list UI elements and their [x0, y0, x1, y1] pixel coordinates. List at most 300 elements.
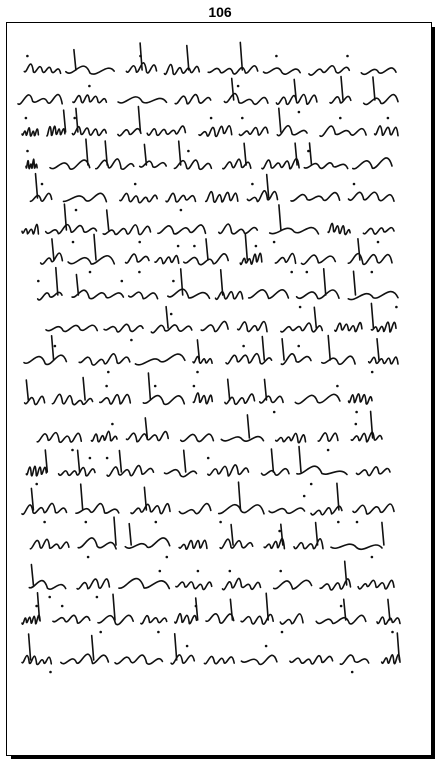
handwritten-word [335, 323, 362, 332]
handwritten-word [141, 616, 167, 624]
handwritten-word [147, 126, 185, 135]
handwritten-dot [278, 530, 281, 533]
handwritten-line [22, 107, 398, 137]
handwritten-dot [241, 117, 244, 120]
frame-shadow-bottom [11, 756, 435, 759]
handwritten-stroke [221, 270, 223, 295]
handwritten-stroke [206, 239, 208, 260]
handwritten-dot [72, 241, 75, 244]
handwritten-stroke [247, 415, 249, 438]
handwritten-word [30, 539, 69, 549]
handwritten-word [68, 256, 114, 264]
handwritten-stroke [29, 634, 31, 660]
handwritten-line [37, 268, 398, 309]
handwritten-line [18, 77, 398, 114]
handwritten-word [193, 357, 212, 364]
handwritten-line [22, 482, 394, 523]
handwritten-word [155, 256, 179, 264]
handwritten-stroke [354, 271, 356, 295]
handwritten-dot [273, 241, 276, 244]
handwritten-word [78, 538, 116, 549]
handwritten-word [328, 223, 350, 234]
handwritten-word [351, 432, 382, 442]
handwritten-word [158, 225, 206, 234]
handwritten-dot [121, 280, 124, 283]
handwritten-word [239, 127, 268, 135]
handwritten-dot [88, 85, 91, 88]
handwritten-stroke [166, 307, 168, 328]
handwritten-dot [251, 183, 254, 186]
handwritten-word [125, 538, 169, 548]
handwritten-word [363, 228, 394, 234]
handwritten-dot [159, 570, 162, 573]
handwritten-word [201, 321, 228, 331]
handwritten-word [22, 224, 38, 234]
handwritten-stroke [144, 487, 146, 510]
handwritten-word [280, 614, 303, 624]
handwritten-dot [99, 631, 102, 634]
handwritten-stroke [76, 275, 78, 296]
handwritten-line [41, 234, 392, 273]
handwritten-word [276, 433, 306, 442]
handwritten-dot [96, 596, 99, 599]
handwritten-word [91, 431, 117, 442]
handwritten-word [135, 354, 185, 365]
handwritten-word [311, 506, 342, 515]
handwritten-stroke [78, 450, 80, 472]
handwritten-dot [106, 457, 109, 460]
handwritten-dot [395, 306, 398, 309]
handwritten-stroke [113, 594, 115, 620]
handwritten-stroke [231, 525, 233, 545]
handwritten-word [72, 290, 123, 299]
handwritten-word [262, 159, 299, 169]
handwritten-dot [107, 371, 110, 374]
handwritten-word [369, 357, 398, 364]
handwritten-word [18, 95, 62, 105]
handwritten-word [219, 224, 257, 234]
handwritten-word [79, 354, 130, 365]
handwritten-dot [371, 371, 374, 374]
handwritten-word [353, 504, 394, 514]
handwritten-stroke [148, 373, 150, 400]
handwritten-word [30, 193, 51, 201]
handwritten-dot [299, 306, 302, 309]
handwritten-line [46, 303, 396, 341]
handwritten-dot [353, 183, 356, 186]
handwritten-dot [130, 339, 133, 342]
handwritten-word [262, 469, 290, 476]
handwritten-stroke [52, 336, 54, 360]
handwritten-word [179, 504, 210, 514]
handwritten-stroke [244, 143, 246, 165]
handwritten-stroke [337, 483, 339, 510]
handwritten-word [297, 466, 347, 474]
handwritten-word [22, 503, 67, 514]
handwritten-word [96, 159, 134, 169]
handwritten-word [164, 64, 199, 74]
handwritten-dot [35, 483, 38, 486]
handwritten-stroke [262, 337, 264, 360]
handwritten-word [294, 539, 323, 549]
handwritten-dot [105, 385, 108, 388]
handwritten-word [77, 579, 109, 589]
handwritten-word [340, 655, 368, 664]
handwritten-word [281, 354, 311, 365]
handwritten-stroke [377, 339, 379, 360]
handwritten-word [104, 324, 143, 332]
handwritten-stroke [144, 144, 146, 165]
handwritten-dot [37, 280, 40, 283]
handwritten-dot [195, 605, 198, 608]
handwritten-line [24, 336, 398, 374]
handwritten-word [206, 192, 238, 203]
handwritten-line [30, 517, 384, 558]
handwritten-word [275, 254, 295, 264]
handwritten-stroke [31, 565, 33, 585]
handwritten-word [22, 655, 51, 664]
handwritten-word [118, 97, 166, 103]
handwritten-stroke [328, 336, 330, 360]
handwritten-dot [310, 483, 313, 486]
handwritten-word [118, 129, 141, 136]
handwritten-word [269, 508, 304, 513]
handwritten-dot [337, 521, 340, 524]
handwritten-dot [307, 150, 310, 153]
handwritten-dot [340, 605, 343, 608]
handwritten-dot [219, 521, 222, 524]
handwritten-dot [339, 117, 342, 120]
handwritten-stroke [83, 378, 85, 400]
handwritten-word [220, 539, 253, 548]
handwritten-stroke [299, 447, 301, 473]
handwritten-dot [73, 117, 76, 120]
handwritten-stroke [382, 522, 384, 545]
handwritten-word [24, 64, 60, 73]
handwritten-word [249, 290, 289, 299]
handwritten-stroke [324, 269, 326, 295]
handwritten-word [140, 161, 167, 167]
handwritten-line [22, 204, 394, 243]
handwritten-word [318, 433, 338, 441]
handwritten-word [216, 292, 243, 300]
handwritten-dot [297, 345, 300, 348]
handwritten-word [357, 467, 391, 476]
handwritten-dot [346, 55, 349, 58]
handwritten-word [309, 66, 349, 75]
handwritten-stroke [81, 484, 83, 510]
handwritten-dot [180, 209, 183, 212]
handwritten-word [297, 290, 339, 299]
handwritten-word [64, 193, 107, 201]
handwritten-line [26, 447, 390, 486]
handwritten-dot [85, 521, 88, 524]
handwritten-word [361, 68, 396, 74]
handwritten-word [26, 466, 46, 476]
handwritten-line [26, 139, 392, 169]
handwriting-lines [18, 42, 400, 673]
handwritten-dot [154, 385, 157, 388]
handwritten-word [59, 468, 95, 476]
handwritten-word [103, 225, 150, 235]
handwritten-word [371, 322, 396, 332]
handwritten-word [208, 465, 249, 476]
handwritten-word [199, 126, 232, 137]
handwritten-dot [177, 245, 180, 248]
handwritten-word [129, 292, 158, 299]
handwritten-word [364, 95, 398, 105]
handwritten-word [270, 228, 319, 234]
handwritten-stroke [245, 234, 247, 260]
handwritten-line [24, 42, 396, 75]
handwritten-word [37, 433, 81, 443]
handwritten-dot [155, 521, 158, 524]
handwritten-word [208, 66, 258, 74]
handwritten-dot [355, 423, 358, 426]
handwritten-word [204, 656, 234, 663]
handwritten-dot [351, 671, 354, 674]
handwritten-dot [111, 423, 114, 426]
handwritten-dot [89, 457, 92, 460]
handwritten-word [320, 126, 366, 136]
handwritten-stroke [240, 42, 242, 70]
handwritten-word [115, 655, 162, 664]
handwritten-dot [43, 521, 46, 524]
handwritten-stroke [36, 174, 38, 198]
handwritten-word [247, 191, 277, 202]
handwritten-word [126, 254, 149, 263]
handwritten-dot [207, 457, 210, 460]
handwritten-stroke [114, 517, 116, 545]
handwritten-dot [134, 183, 137, 186]
handwritten-stroke [316, 523, 318, 545]
handwritten-word [330, 96, 351, 103]
handwritten-stroke [74, 50, 76, 70]
frame-shadow-right [432, 27, 435, 759]
handwritten-stroke [52, 239, 54, 260]
handwritten-stroke [230, 599, 232, 620]
handwritten-dot [138, 241, 141, 244]
handwritten-stroke [184, 450, 186, 472]
handwritten-dot [371, 271, 374, 274]
handwritten-dot [210, 117, 213, 120]
handwritten-word [131, 504, 170, 514]
handwritten-dot [377, 241, 380, 244]
handwritten-word [349, 394, 373, 404]
handwritten-stroke [341, 77, 343, 100]
handwritten-word [61, 654, 109, 664]
handwritten-word [184, 254, 228, 265]
handwritten-dot [265, 645, 268, 648]
handwritten-word [176, 582, 212, 590]
handwritten-dot [87, 556, 90, 559]
handwritten-word [277, 126, 307, 136]
handwritten-word [291, 193, 340, 202]
handwritten-word [240, 253, 262, 264]
handwritten-line [25, 373, 372, 413]
handwritten-stroke [56, 268, 58, 295]
handwritten-dot [279, 570, 282, 573]
handwritten-word [22, 128, 38, 136]
handwritten-word [175, 614, 197, 624]
handwritten-stroke [175, 634, 177, 660]
handwritten-word [175, 95, 211, 104]
handwritten-word [168, 289, 210, 298]
handwritten-word [302, 255, 336, 264]
handwritten-dot [387, 117, 390, 120]
handwritten-word [358, 580, 394, 589]
handwritten-dot [356, 521, 359, 524]
handwritten-stroke [314, 307, 316, 328]
handwritten-dot [89, 271, 92, 274]
handwritten-word [52, 394, 92, 404]
handwritten-dot [186, 645, 189, 648]
handwritten-word [316, 615, 366, 624]
handwritten-dot [242, 345, 245, 348]
handwritten-stroke [265, 379, 267, 400]
handwritten-dot [298, 111, 301, 114]
handwritten-dot [193, 245, 196, 248]
handwritten-word [295, 394, 340, 403]
handwritten-dot [26, 150, 29, 153]
handwritten-dot [303, 495, 306, 498]
handwritten-stroke [388, 599, 390, 620]
handwritten-dot [71, 449, 74, 452]
handwritten-stroke [119, 451, 121, 473]
handwritten-word [348, 254, 392, 265]
handwritten-dot [139, 55, 142, 58]
handwritten-word [181, 434, 214, 441]
handwritten-word [221, 437, 263, 442]
handwritten-word [29, 581, 65, 590]
page-number: 106 [208, 4, 232, 20]
handwritten-stroke [279, 108, 281, 132]
handwritten-word [260, 396, 283, 403]
handwritten-word [119, 579, 169, 589]
handwritten-line [22, 633, 400, 673]
handwritten-stroke [371, 303, 373, 328]
handwritten-line [30, 174, 394, 212]
handwritten-word [46, 325, 97, 331]
handwritten-dot [187, 150, 190, 153]
handwritten-stroke [344, 599, 346, 620]
handwritten-dot [336, 385, 339, 388]
handwritten-dot [391, 631, 394, 634]
handwritten-stroke [228, 379, 230, 400]
handwritten-stroke [129, 524, 131, 545]
handwritten-word [375, 126, 398, 136]
handwritten-word [322, 356, 355, 364]
handwritten-dot [193, 385, 196, 388]
handwritten-dot [273, 411, 276, 414]
handwritten-word [41, 253, 63, 264]
handwritten-dot [48, 596, 51, 599]
handwritten-stroke [107, 210, 109, 230]
handwritten-dot [275, 55, 278, 58]
handwritten-word [66, 66, 114, 74]
handwritten-dot [355, 411, 358, 414]
handwritten-word [238, 322, 267, 332]
handwritten-word [223, 578, 261, 589]
handwritten-word [26, 159, 37, 168]
handwritten-stroke [373, 77, 375, 100]
handwritten-word [290, 656, 333, 664]
handwritten-stroke [92, 636, 94, 661]
handwritten-word [219, 505, 264, 514]
handwritten-dot [25, 117, 28, 120]
handwritten-dot [49, 671, 52, 674]
handwritten-word [46, 225, 97, 234]
handwritten-word [331, 544, 382, 549]
handwritten-dot [255, 245, 258, 248]
handwritten-word [274, 580, 312, 589]
handwritten-stroke [266, 593, 268, 620]
handwritten-dot [172, 280, 175, 283]
handwritten-word [24, 355, 66, 364]
handwritten-word [264, 68, 301, 74]
handwritten-word [166, 193, 196, 202]
handwritten-dot [166, 556, 169, 559]
handwritten-word [224, 94, 268, 105]
handwritten-word [50, 160, 90, 169]
handwritten-dot [75, 209, 78, 212]
handwritten-word [47, 126, 65, 136]
handwritten-dot [281, 631, 284, 634]
handwritten-stroke [310, 143, 312, 165]
handwritten-word [353, 158, 392, 169]
handwritten-word [120, 193, 157, 202]
handwritten-stroke [295, 143, 297, 165]
handwritten-word [53, 615, 90, 623]
handwritten-word [171, 655, 194, 664]
handwritten-dot [371, 556, 374, 559]
handwritten-line [22, 593, 400, 634]
handwritten-stroke [26, 380, 28, 400]
handwritten-dot [197, 570, 200, 573]
handwritten-stroke [358, 239, 360, 260]
handwritten-word [179, 540, 207, 549]
handwritten-dot [41, 183, 44, 186]
handwritten-dot [157, 631, 160, 634]
handwritten-line [37, 411, 382, 451]
handwritten-line [29, 561, 394, 598]
handwritten-word [22, 615, 40, 624]
handwritten-dot [26, 55, 29, 58]
handwritten-dot [61, 605, 64, 608]
handwritten-word [100, 395, 131, 404]
handwritten-stroke [187, 46, 189, 70]
handwritten-stroke [179, 141, 181, 165]
handwritten-word [151, 325, 192, 333]
handwritten-word [349, 192, 395, 201]
handwritten-dot [54, 345, 57, 348]
handwritten-dot [237, 85, 240, 88]
handwritten-word [107, 466, 153, 477]
handwritten-dot [138, 271, 141, 274]
handwritten-word [73, 95, 107, 103]
handwritten-word [264, 538, 284, 548]
handwritten-stroke [279, 205, 281, 230]
handwritten-dot [170, 313, 173, 316]
handwritten-dot [327, 449, 330, 452]
handwritten-word [165, 470, 197, 477]
handwritten-stroke [282, 339, 284, 360]
handwritten-stroke [271, 449, 273, 472]
handwritten-word [193, 393, 212, 404]
handwritten-word [382, 655, 400, 664]
handwritten-dot [35, 605, 38, 608]
handwritten-dot [290, 271, 293, 274]
